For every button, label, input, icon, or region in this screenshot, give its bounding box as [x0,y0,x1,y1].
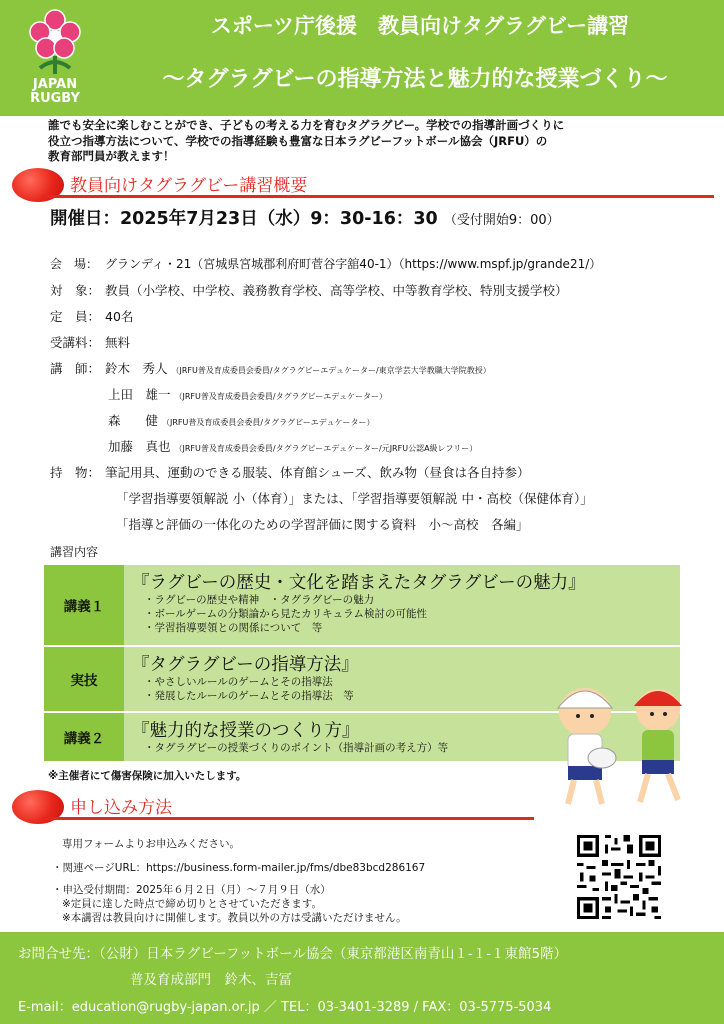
instructor-name: 森 健 [108,413,159,428]
items-label: 持 物： [50,465,101,480]
intro-line: 誰でも安全に楽しむことができ、子どもの考える力を育むタグラグビー。学校での指導計画づくりに [48,118,565,132]
instructor-note: （JRFU普及育成委員会委員/タグラグビーエデュケーター/東京学芸大学教職大学院教授） [171,366,491,375]
program-point: ・やさしいルールのゲームとその指導法 [144,676,333,688]
footer-contact [0,932,724,1024]
insurance-note: ※主催者にて傷害保険に加入いたします。 [48,770,247,782]
instructor-note: （JRFU普及育成委員会委員/タグラグビーエデュケーター） [174,392,388,401]
children-illustration [540,670,700,810]
target-label: 対 象： [50,283,101,298]
fee-value: 無料 [105,335,131,350]
apply-url[interactable]: ・関連ページURL：https://business.form-mailer.jp/fms/dbe83bcd286167 [52,862,426,874]
instructor-note: （JRFU普及育成委員会委員/タグラグビーエデュケーター） [162,418,375,427]
cherry-blossom-icon [10,6,100,76]
venue-row [50,255,601,272]
instructor-name: 鈴木 秀人 [105,361,168,376]
intro-line: 教育部門員が教えます！ [48,149,175,163]
program-title: 『ラグビーの歴史・文化を踏まえたタグラグビーの魅力』 [132,573,586,593]
instructor-row [108,411,375,429]
apply-heading-text: 申し込み方法 [70,798,172,818]
items-line: 「指導と評価の一体化のための学習評価に関する資料 小～高校 各編」 [116,517,529,532]
program-points [144,675,354,703]
page-subtitle: ～タグラグビーの指導方法と魅力的な授業づくり～ [162,67,668,92]
intro-line: 役立つ指導方法について、学校での指導経験も豊富な日本ラグビーフットボール協会（JRFU）の [48,133,548,148]
instructor-row [108,385,387,403]
footer-contact-line: お問合せ先：（公財）日本ラグビーフットボール協会（東京都港区南青山１-１-１東館5階） [18,946,568,962]
venue-value: グランディ・21（宮城県宮城郡利府町菅谷字舘40-1）（https://www.mspf.jp/grande21/） [105,257,602,271]
apply-heading [12,790,532,824]
overview-heading [12,168,712,202]
capacity-value: 40名 [105,309,134,324]
program-point: ・学習指導要領との関係について 等 [144,622,323,634]
logo-text-japan: JAPAN [32,77,78,92]
program-title: 『タグラグビーの指導方法』 [132,655,359,675]
table-divider [44,645,680,647]
capacity-row [50,307,133,325]
program-label: 講義１ [44,565,124,645]
program-title: 『魅力的な授業のつくり方』 [132,721,360,741]
target-value: 教員（小学校、中学校、義務教育学校、高等学校、中等教育学校、特別支援学校） [105,283,568,298]
venue-label: 会 場： [50,257,99,271]
program-points [144,741,448,755]
fee-label: 受講料： [50,335,101,350]
instructor-label: 講 師： [50,361,101,376]
instructor-note: （JRFU普及育成委員会委員/タグラグビーエデュケーター/元JRFU公認A級レフリー） [174,444,478,453]
program-label: 実技 [44,647,124,711]
items-row [50,463,530,481]
page-title: スポーツ庁後援 教員向けタグラグビー講習 [210,14,630,38]
apply-note: ※定員に達した時点で締め切りとさせていただきます。 [62,898,322,910]
content-label: 講習内容 [50,545,99,559]
fee-row [50,333,130,351]
instructor-row [108,437,477,455]
qr-code-icon[interactable] [574,832,664,922]
target-row [50,281,568,299]
overview-heading-text: 教員向けタグラグビー講習概要 [70,176,308,196]
program-points [144,593,427,635]
instructor-row [50,359,491,377]
program-point: ・ボールゲームの分類論から見たカリキュラム検討の可能性 [144,608,427,620]
intro-text [48,118,688,165]
apply-note: ※本講習は教員向けに開催します。教員以外の方は受講いただけません。 [62,912,407,924]
japan-rugby-logo [10,6,100,110]
program-point: ・タグラグビーの授業づくりのポイント（指導計画の考え方）等 [144,742,449,754]
program-point: ・発展したルールのゲームとその指導法 等 [144,690,354,702]
capacity-label: 定 員： [50,309,101,324]
event-date [50,205,560,230]
program-label: 講義２ [44,713,124,761]
items-line: 「学習指導要領解説 小（体育）」または、「学習指導要領解説 中・高校（保健体育）」 [116,491,593,506]
program-point: ・ラグビーの歴史や精神 ・タグラグビーの魅力 [144,594,375,606]
logo-text-rugby: RUGBY [30,91,80,106]
apply-period: ・申込受付期間：2025年６月２日（月）～７月９日（水） [52,884,331,896]
event-date-main: 開催日：2025年7月23日（水）9：30-16：30 [50,209,438,229]
instructor-name: 上田 雄一 [108,387,171,402]
footer-department: 普及育成部門 鈴木、吉冨 [130,972,292,988]
instructor-name: 加藤 真也 [108,439,171,454]
items-value: 筆記用具、運動のできる服装、体育館シューズ、飲み物（昼食は各自持参） [105,465,530,480]
header-banner [0,0,724,116]
footer-email-phone[interactable]: E-mail：education@rugby-japan.or.jp ／ TEL：03-3401-3289 / FAX：03-5775-5034 [18,1000,552,1015]
apply-instruction: 専用フォームよりお申込みください。 [62,838,240,850]
event-date-note: （受付開始9：00） [443,213,560,228]
